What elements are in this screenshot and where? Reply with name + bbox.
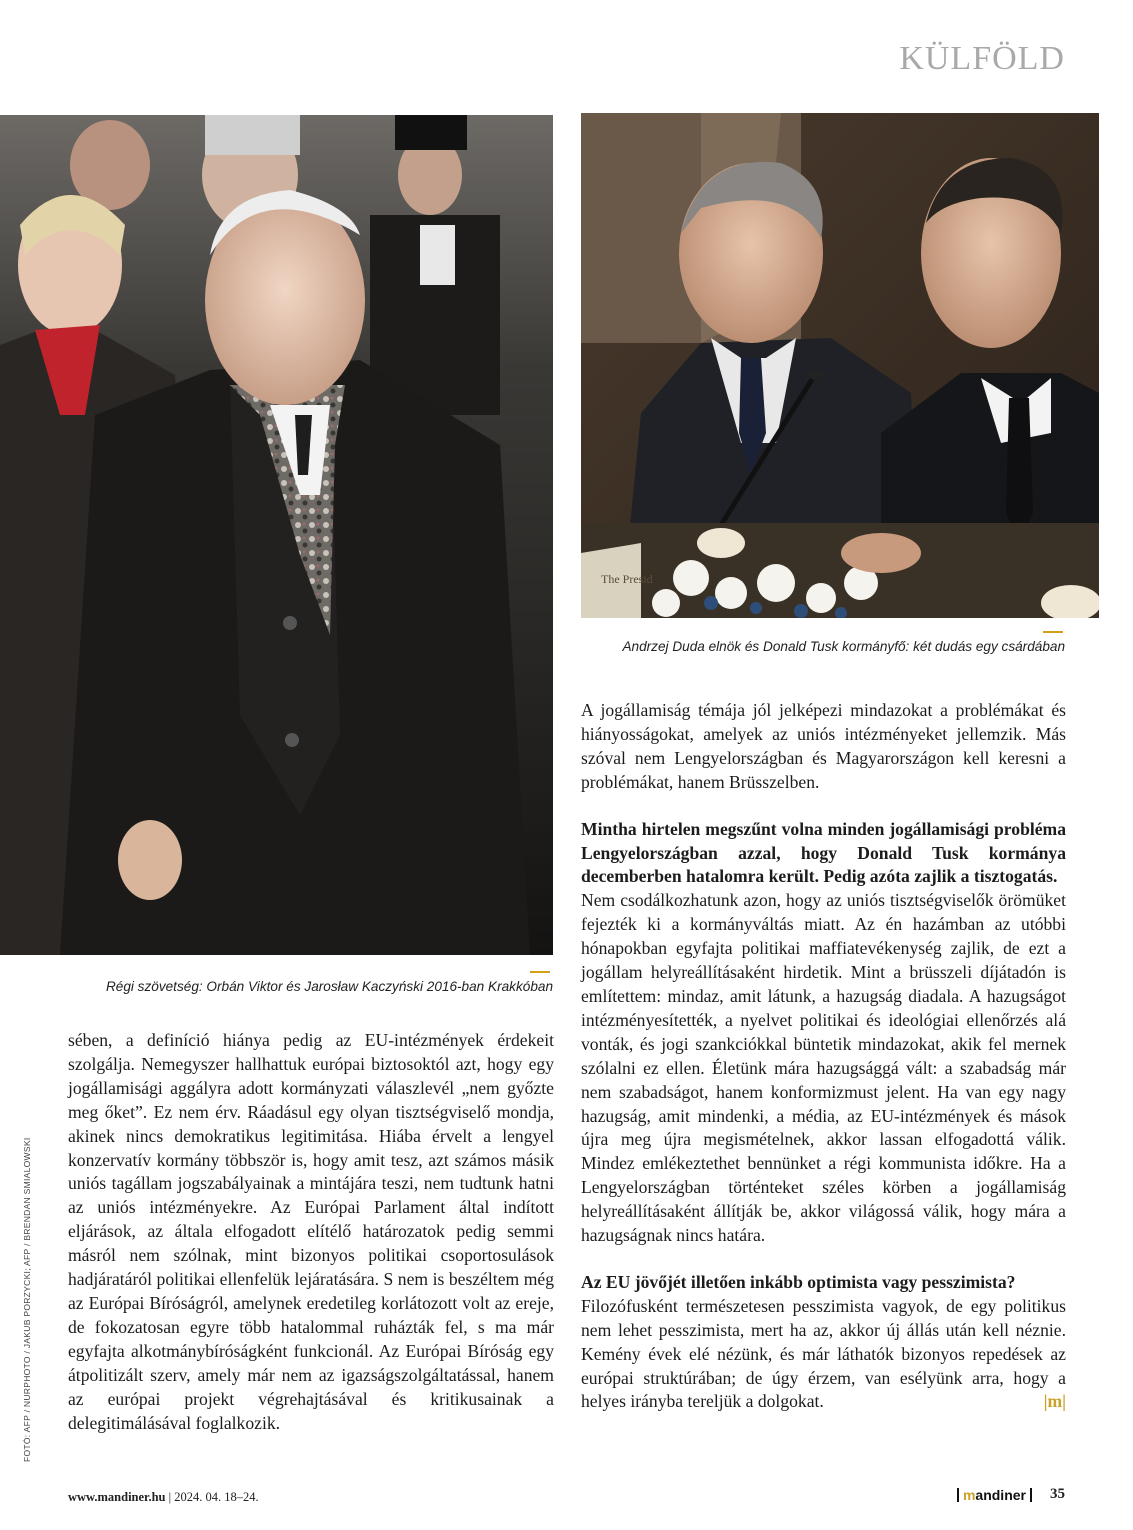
body-paragraph: sében, a definíció hiánya pedig az EU-intézmények érdekeit szolgálja. Nemegyszer hallhattuk európai biztosoktól azt, hogy egy jogállamisági aggályra adott kormányzati válaszlevél „nem győzte meg őket”. Ez nem érv. Ráadásul egy olyan tisztségviselő mondja, akinek nincs demokratikus legitimitása. Hiába érvelt a lengyel konzervatív kormány többször is, hogy amit tesz, azt számos másik uniós tagállam jogszabályainak a mintájára teszi, nem tudtunk hatni az uniós intézményekre. Az Európai Parlament által indított eljárások, az általa elfogadott elítélő határozatok pedig semmi másról nem szólnak, mint bizonyos politikai csoportosulások hadjáratáról politikai ellenfelük lejáratására. S nem is beszéltem még az Európai Bíróságról, amelynek eredetileg korlátozott volt az ereje, de fokozatosan egyre több hatalommal ruházták fel, s ma már egyfajta alkotmánybíróságként funkcionál. Az Európai Bíróság egy átpolitizált szerv, amely már nem az igazságszolgáltatással, hanem az európai projekt végrehajtásával és kritikusainak a delegitimálásával foglalkozik. bbox=[68, 1030, 554, 1433]
caption-accent-rule bbox=[1043, 631, 1063, 633]
interview-answer: Nem csodálkozhatunk azon, hogy az uniós tisztségviselők örömüket fejezték ki a kormányváltás miatt. Az én hazámban az utóbbi hónapokban egyfajta politikai maffiatevékenység zajlik, de ezt a jogállam helyreállításaként hirdetik. Mint a brüsszeli díjátadón is említettem: mindaz, amit látunk, a hazugság diadala. A hazugságot intézményesítették, a nyelvet politikai és ideológiai ellenőrzés alá vonták, és jogi szankciókkal büntetik mindazokat, akik fel mernek szólalni ez ellen. Életünk mára hazugsággá vált: a szabadság már nem szabadságot, hanem konformizmust jelent. Ha van egy nagy hazugság, amit mindenki, a média, az EU-intézmények és mások újra meg újra megismételnek, akkor lassan elfogadottá válik. Mindez emlékeztethet bennünket a régi kommunista időkre. Ha a Lengyelországban történteket széles körben a jogállamiság helyreállításaként állítják be, akkor világossá válik, hogy mára a hazugságnak nincs határa. bbox=[581, 890, 1066, 1246]
footer-site: www.mandiner.hu bbox=[68, 1490, 166, 1504]
footer-right bbox=[957, 1486, 1065, 1503]
article-column-right bbox=[581, 699, 1066, 1414]
caption-right-photo: Andrzej Duda elnök és Donald Tusk kormányfő: két dudás egy csárdában bbox=[622, 639, 1065, 654]
photo-duda-tusk bbox=[581, 113, 1099, 618]
caption-left-photo: Régi szövetség: Orbán Viktor és Jarosław Kaczyński 2016-ban Krakkóban bbox=[105, 979, 553, 994]
page-number: 35 bbox=[1050, 1486, 1065, 1502]
caption-accent-rule bbox=[530, 971, 550, 973]
answer-text: Filozófusként természetesen pesszimista vagyok, de egy politikus nem lehet pesszimista, mert ha az, akkor új állás után kell néznie. Kemény évek elé nézünk, és már láthatók bizonyos repedések az európai struktúrában; de úgy érzem, van esélyünk arra, hogy a helyes irányba tereljük a dolgokat. bbox=[581, 1295, 1066, 1412]
photo-kaczynski-orban bbox=[0, 115, 553, 955]
photo-credit: FOTÓ: AFP / NURPHOTO / JAKUB PORZYCKI; AFP / BRENDAN SMIALOWSKI bbox=[22, 1137, 32, 1462]
article-column-left bbox=[68, 1029, 554, 1435]
interview-question: Az EU jövőjét illetően inkább optimista vagy pesszimista? bbox=[581, 1271, 1016, 1292]
footer-date: 2024. 04. 18–24. bbox=[174, 1490, 259, 1504]
section-title: KÜLFÖLD bbox=[899, 40, 1065, 77]
body-paragraph: A jogállamiság témája jól jelképezi mindazokat a problémákat és hiányosságokat, amelyek az uniós intézményeket jellemzik. Más szóval nem Lengyelországban és Magyarországon kell keresni a problémákat, hanem Brüsszelben. bbox=[581, 700, 1066, 792]
interview-answer bbox=[581, 1295, 1066, 1415]
sign-text: The Presid bbox=[601, 572, 653, 586]
brand-logo: mandiner bbox=[957, 1488, 1032, 1502]
footer-left: www.mandiner.hu | 2024. 04. 18–24. bbox=[68, 1490, 259, 1504]
end-mark: |m| bbox=[1043, 1391, 1066, 1412]
interview-question: Mintha hirtelen megszűnt volna minden jogállamisági probléma Lengyelországban azzal, hogy Donald Tusk kormánya decemberben hatalomra került. Pedig azóta zajlik a tisztogatás. bbox=[581, 818, 1066, 887]
